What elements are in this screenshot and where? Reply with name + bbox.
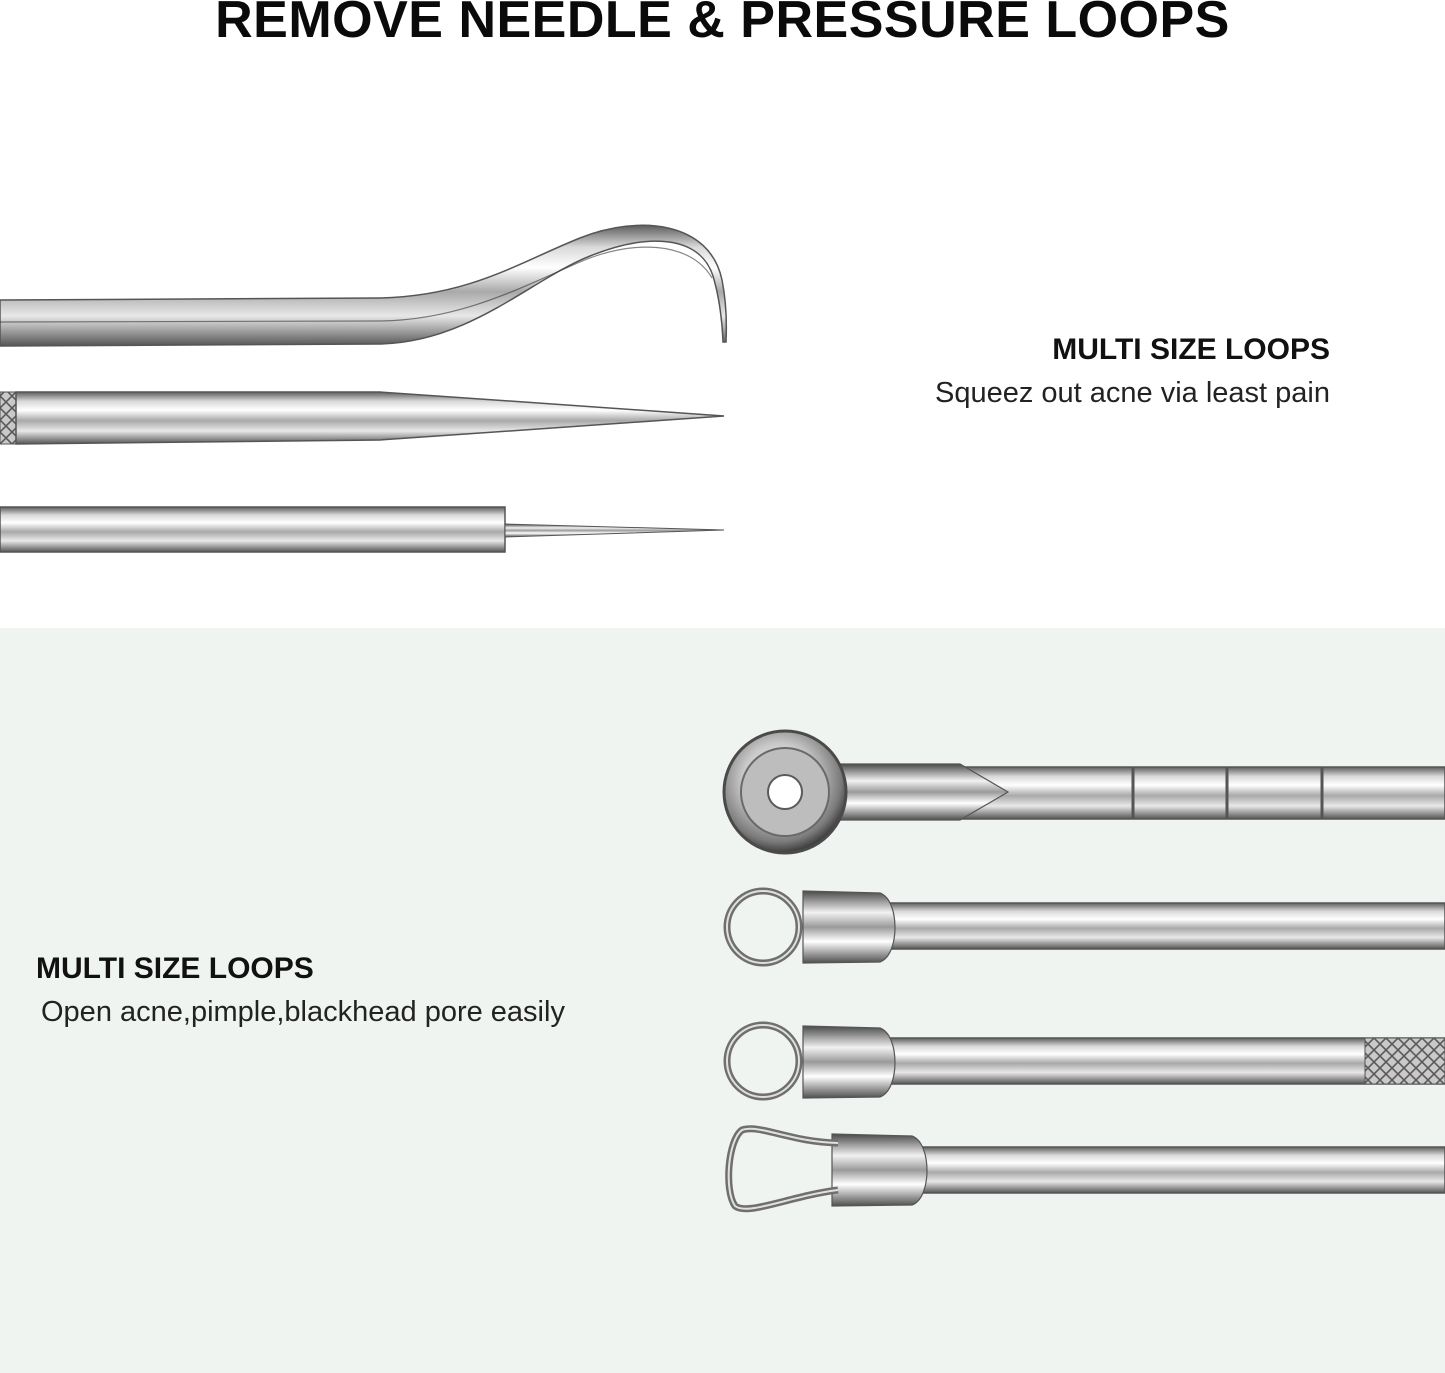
feature-description: Squeez out acne via least pain xyxy=(935,377,1330,409)
feature-callout-bottom xyxy=(36,952,565,1029)
round-loop xyxy=(727,891,1445,963)
feature-callout-top xyxy=(935,333,1330,410)
tapered-needle xyxy=(0,392,724,444)
feature-description: Open acne,pimple,blackhead pore easily xyxy=(41,996,565,1028)
feature-heading: MULTI SIZE LOOPS xyxy=(36,952,314,985)
round-loop-knurled xyxy=(727,1025,1445,1098)
spoon-loop xyxy=(724,731,1445,853)
page-title: REMOVE NEEDLE & PRESSURE LOOPS xyxy=(215,0,1230,49)
feature-heading: MULTI SIZE LOOPS xyxy=(1052,333,1330,366)
fine-needle xyxy=(0,507,724,552)
hook-needle xyxy=(0,225,726,346)
triangle-loop xyxy=(729,1129,1445,1209)
